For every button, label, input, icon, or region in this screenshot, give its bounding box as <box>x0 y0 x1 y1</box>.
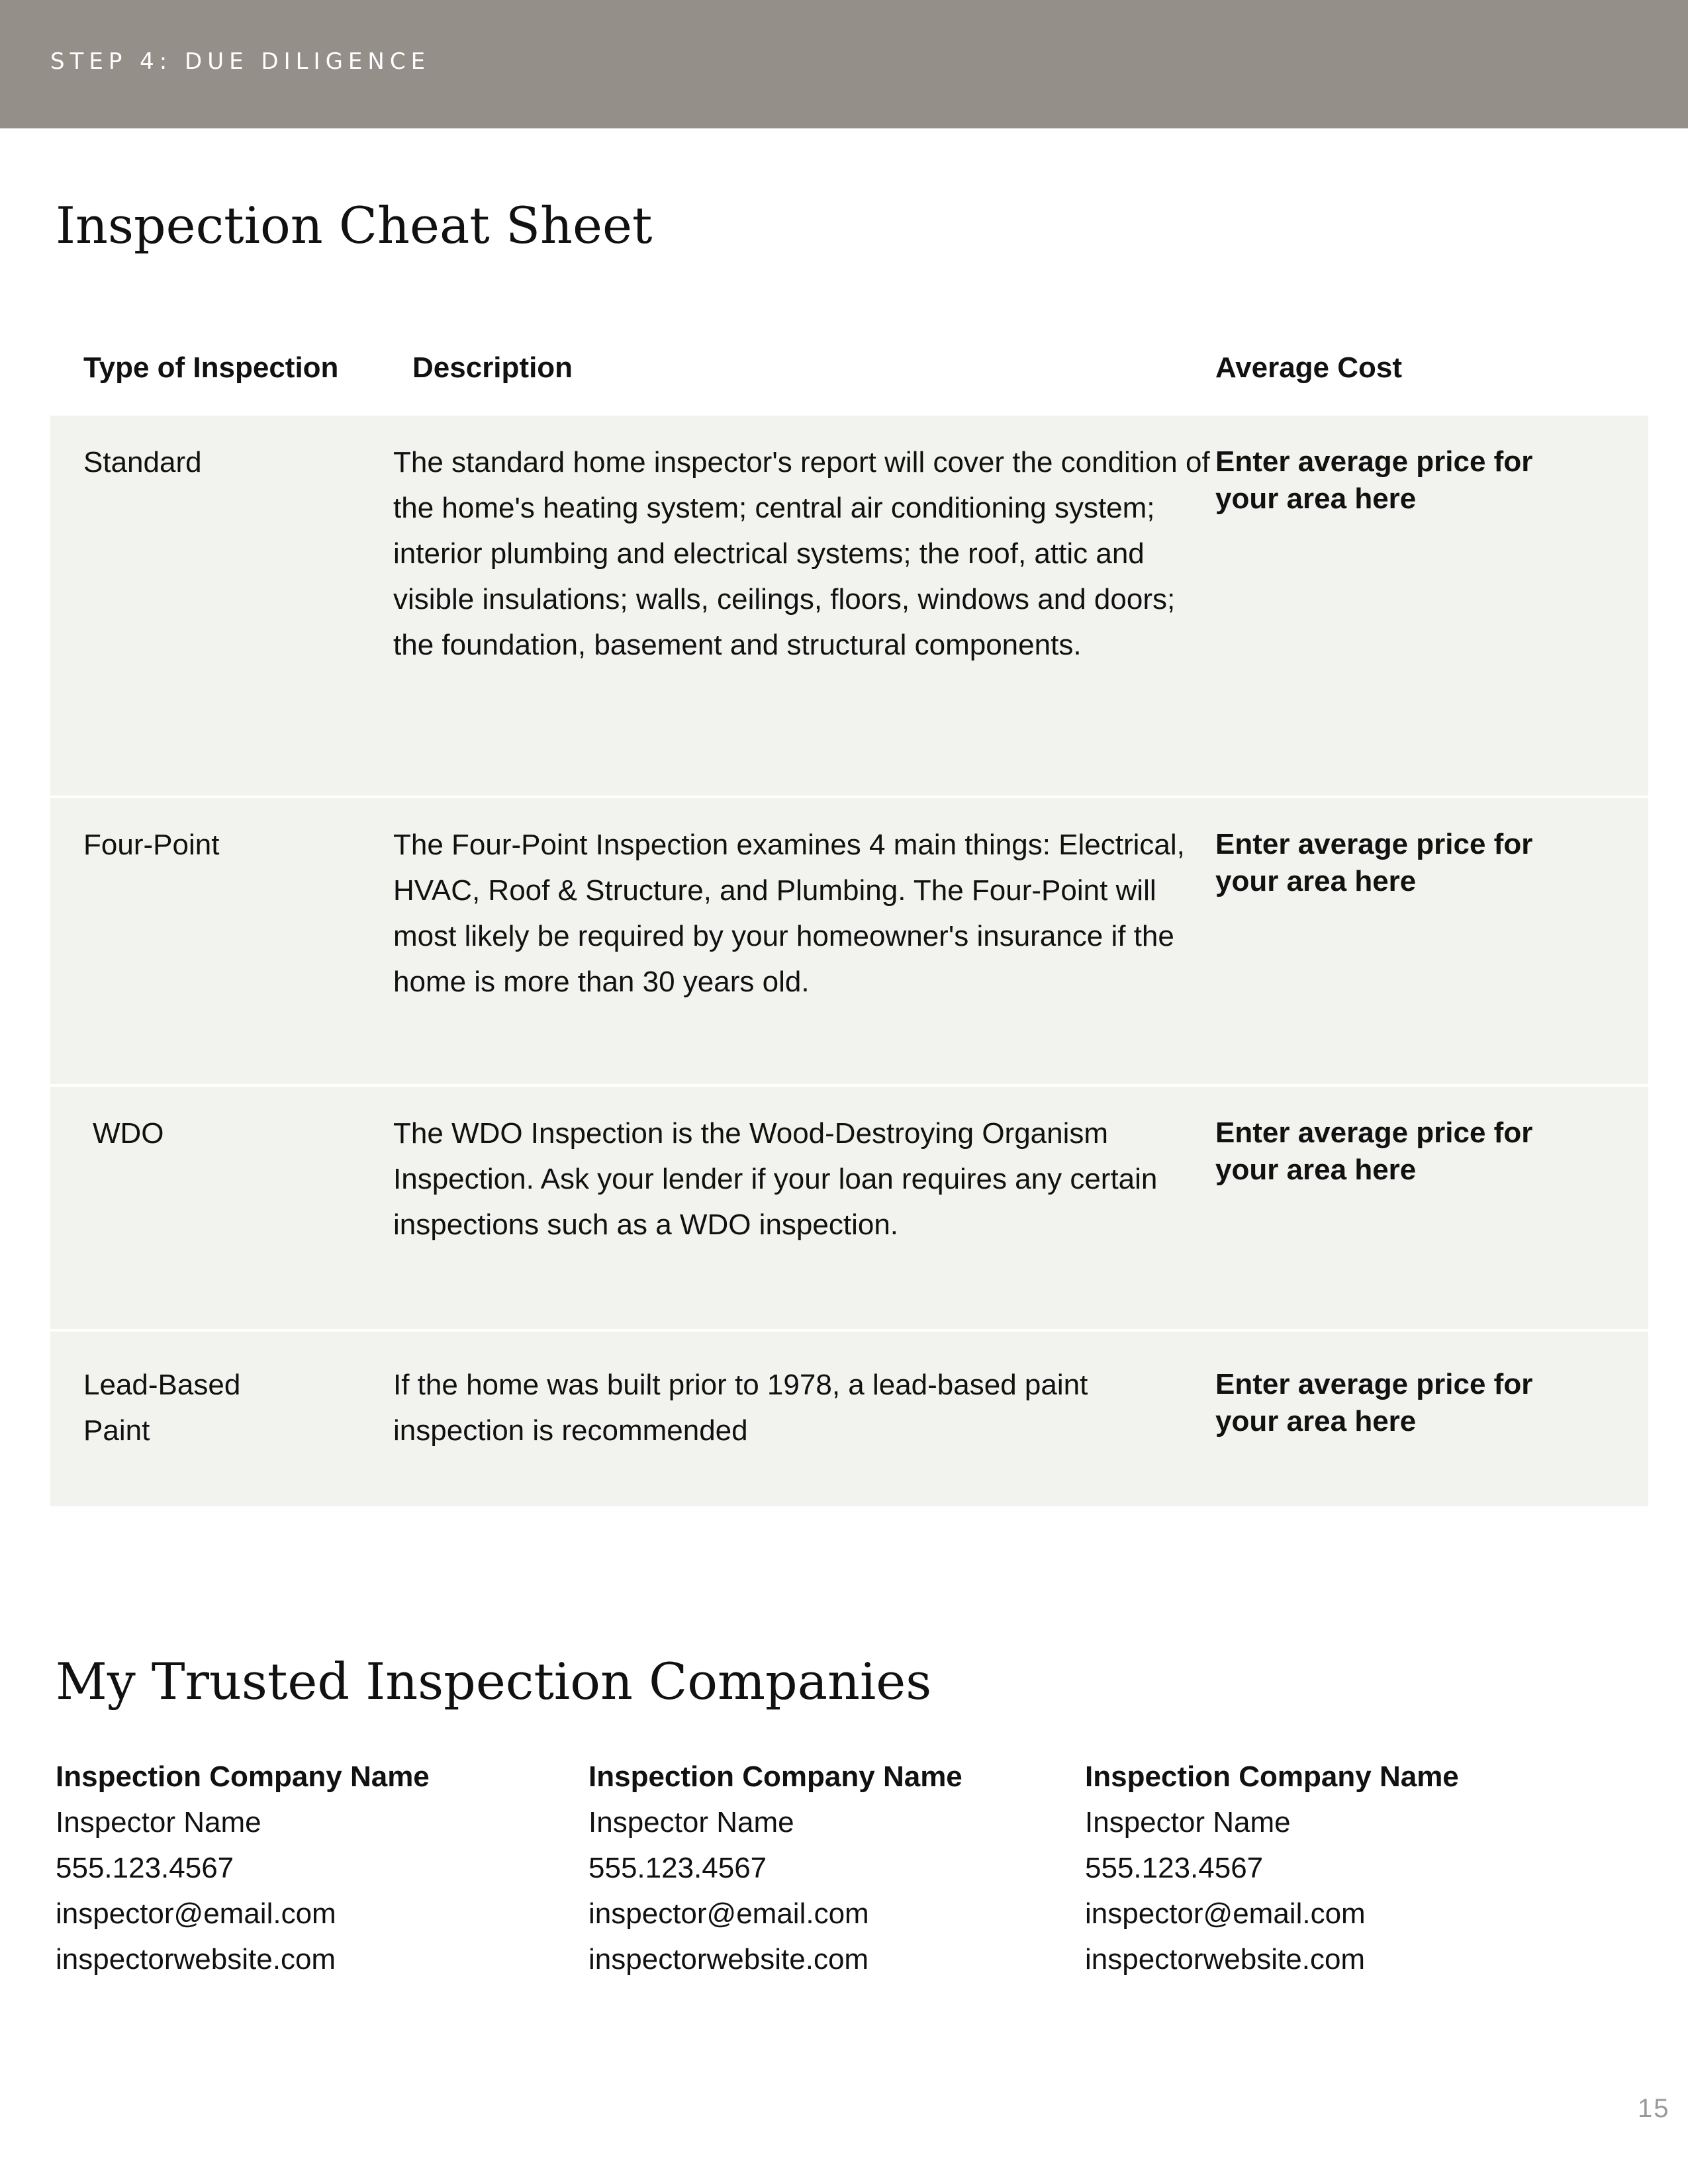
company-website: inspectorwebsite.com <box>1085 1943 1366 1976</box>
inspection-type: Lead-Based Paint <box>83 1369 241 1447</box>
inspection-description: The Four-Point Inspection examines 4 main things: Electrical, HVAC, Roof & Structure, and Plumbing. The Four-Point will most likely be required by your homeowner's insurance if the home is more than 30 years old. <box>393 829 1185 998</box>
cheat-sheet-title: Inspection Cheat Sheet <box>56 196 653 255</box>
section-label: STEP 4: DUE DILIGENCE <box>50 48 431 75</box>
header-bar <box>0 0 1688 128</box>
company-name: Inspection Company Name <box>56 1760 430 1793</box>
inspection-description: The WDO Inspection is the Wood-Destroying Organism Inspection. Ask your lender if your loan requires any certain inspections such as a WDO inspection. <box>393 1117 1158 1241</box>
inspection-average-cost: Enter average price for your area here <box>1215 445 1533 515</box>
company-email: inspector@email.com <box>56 1897 336 1930</box>
company-email: inspector@email.com <box>1085 1897 1366 1930</box>
inspection-type: Four-Point <box>83 829 220 861</box>
inspection-type: WDO <box>93 1117 164 1150</box>
table-row-lead-based-paint <box>50 1332 1648 1506</box>
company-email: inspector@email.com <box>588 1897 869 1930</box>
inspection-type: Standard <box>83 446 202 478</box>
company-phone: 555.123.4567 <box>1085 1852 1264 1884</box>
company-website: inspectorwebsite.com <box>588 1943 869 1976</box>
inspector-name: Inspector Name <box>56 1806 261 1839</box>
inspector-name: Inspector Name <box>588 1806 794 1839</box>
column-header-description: Description <box>412 351 573 384</box>
company-card <box>56 1754 430 1982</box>
inspection-average-cost: Enter average price for your area here <box>1215 1368 1533 1437</box>
trusted-companies-title: My Trusted Inspection Companies <box>56 1652 932 1711</box>
table-row-wdo <box>50 1087 1648 1329</box>
company-phone: 555.123.4567 <box>56 1852 234 1884</box>
company-phone: 555.123.4567 <box>588 1852 767 1884</box>
company-name: Inspection Company Name <box>588 1760 962 1793</box>
table-row-four-point <box>50 798 1648 1084</box>
company-name: Inspection Company Name <box>1085 1760 1459 1793</box>
table-row-standard <box>50 416 1648 796</box>
page-number: 15 <box>1638 2094 1670 2123</box>
inspection-average-cost: Enter average price for your area here <box>1215 828 1533 897</box>
company-card <box>588 1754 962 1982</box>
inspection-description: If the home was built prior to 1978, a lead-based paint inspection is recommended <box>393 1369 1088 1447</box>
inspector-name: Inspector Name <box>1085 1806 1291 1839</box>
company-card <box>1085 1754 1459 1982</box>
column-header-type: Type of Inspection <box>83 351 339 384</box>
company-website: inspectorwebsite.com <box>56 1943 336 1976</box>
column-header-average-cost: Average Cost <box>1215 351 1403 384</box>
inspection-average-cost: Enter average price for your area here <box>1215 1116 1533 1186</box>
inspection-description: The standard home inspector's report will cover the condition of the home's heating system; central air conditioning system; interior plumbing and electrical systems; the roof, attic and visible insulations; walls, ceilings, floors, windows and doors; the foundation, basement and structural components. <box>393 446 1210 661</box>
